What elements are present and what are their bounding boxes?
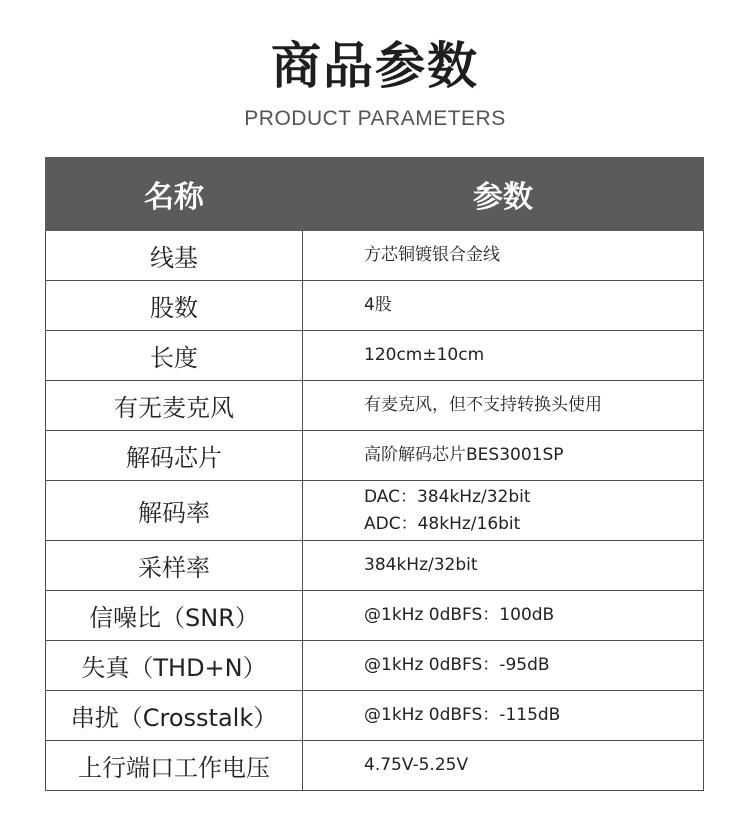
parameters-table: [45, 157, 704, 791]
table-row: [46, 281, 704, 331]
param-name: 长度: [46, 331, 303, 381]
param-name: 信噪比（SNR）: [46, 591, 303, 641]
table-row: [46, 481, 704, 541]
param-value-line: DAC：384kHz/32bit: [364, 486, 531, 507]
param-name: 失真（THD+N）: [46, 641, 303, 691]
table-row: [46, 541, 704, 591]
param-value: [303, 641, 704, 691]
page-title: 商品参数: [271, 37, 479, 95]
table-row: [46, 431, 704, 481]
param-name: 串扰（Crosstalk）: [46, 691, 303, 741]
param-value-line: ADC：48kHz/16bit: [364, 513, 521, 534]
param-name: 采样率: [46, 541, 303, 591]
table-row: [46, 331, 704, 381]
column-header-name: 名称: [46, 158, 303, 231]
param-name: 上行端口工作电压: [46, 741, 303, 791]
param-value-line: 有麦克风，但不支持转换头使用: [364, 395, 602, 415]
table-row: [46, 591, 704, 641]
table-header-row: [46, 158, 704, 231]
param-value-line: 4.75V-5.25V: [364, 755, 469, 775]
column-header-value: 参数: [303, 158, 704, 231]
param-value: [303, 231, 704, 281]
param-value-line: 高阶解码芯片BES3001SP: [364, 445, 564, 465]
param-value: [303, 541, 704, 591]
param-value-line: 120cm±10cm: [364, 345, 485, 365]
param-value: [303, 691, 704, 741]
param-value-line: @1kHz 0dBFS：-95dB: [364, 655, 550, 675]
param-value: [303, 381, 704, 431]
param-value: [303, 331, 704, 381]
param-value: [303, 591, 704, 641]
param-value-line: @1kHz 0dBFS：-115dB: [364, 705, 561, 725]
page-subtitle: PRODUCT PARAMETERS: [244, 107, 506, 130]
param-name: 股数: [46, 281, 303, 331]
param-value-line: 384kHz/32bit: [364, 555, 478, 575]
param-value: [303, 281, 704, 331]
table-row: [46, 231, 704, 281]
table-row: [46, 691, 704, 741]
param-value: [303, 741, 704, 791]
param-name: 解码率: [46, 481, 303, 541]
param-value: [303, 481, 704, 541]
param-name: 有无麦克风: [46, 381, 303, 431]
param-value-line: @1kHz 0dBFS：100dB: [364, 605, 555, 625]
table-row: [46, 741, 704, 791]
table-row: [46, 381, 704, 431]
param-value-line: 4股: [364, 295, 392, 315]
param-value-line: 方芯铜镀银合金线: [364, 245, 500, 265]
table-row: [46, 641, 704, 691]
param-value: [303, 431, 704, 481]
param-name: 线基: [46, 231, 303, 281]
param-name: 解码芯片: [46, 431, 303, 481]
